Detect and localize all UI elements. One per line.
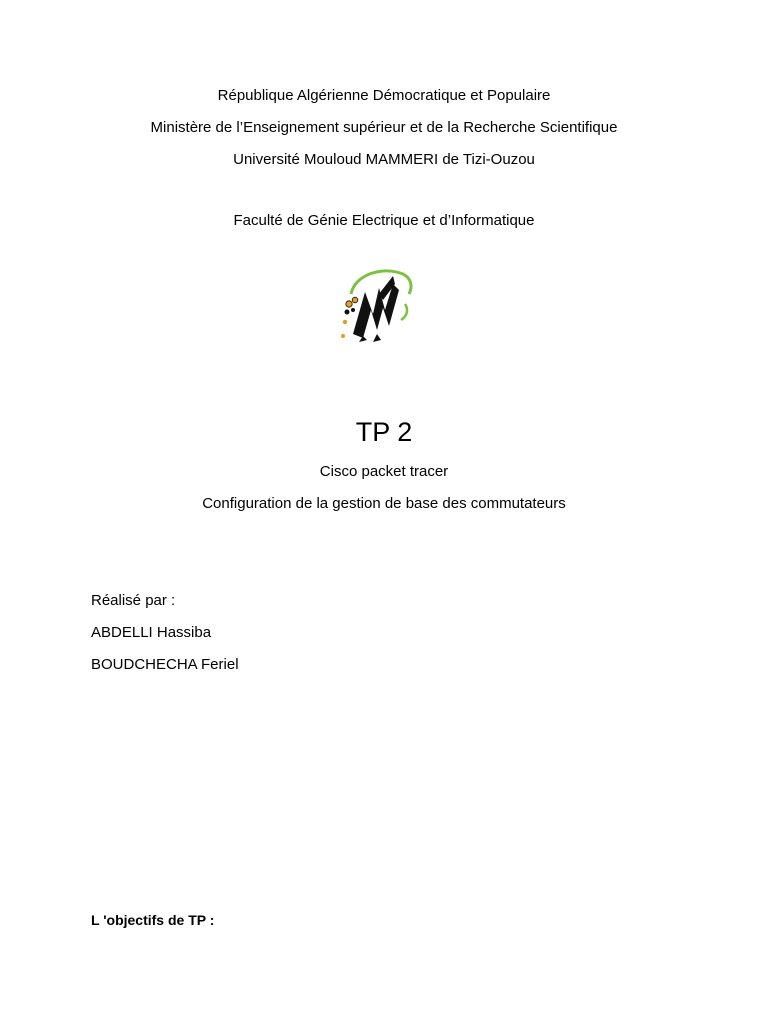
header-faculty: Faculté de Génie Electrique et d’Informatique [233, 212, 535, 229]
university-logo-icon [333, 264, 417, 346]
tp-title: TP 2 [355, 417, 413, 447]
author-name: ABDELLI Hassiba [91, 624, 212, 641]
author-name: BOUDCHECHA Feriel [91, 656, 239, 673]
tp-subtitle: Cisco packet tracer [319, 463, 449, 480]
objectives-heading: L 'objectifs de TP : [91, 912, 215, 928]
header-ministry: Ministère de l’Enseignement supérieur et de la Recherche Scientifique [150, 119, 618, 136]
tp-description: Configuration de la gestion de base des commutateurs [202, 495, 566, 512]
header-university: Université Mouloud MAMMERI de Tizi-Ouzou [233, 151, 535, 168]
header-republic: République Algérienne Démocratique et Populaire [217, 87, 551, 104]
authors-label: Réalisé par : [91, 592, 176, 609]
